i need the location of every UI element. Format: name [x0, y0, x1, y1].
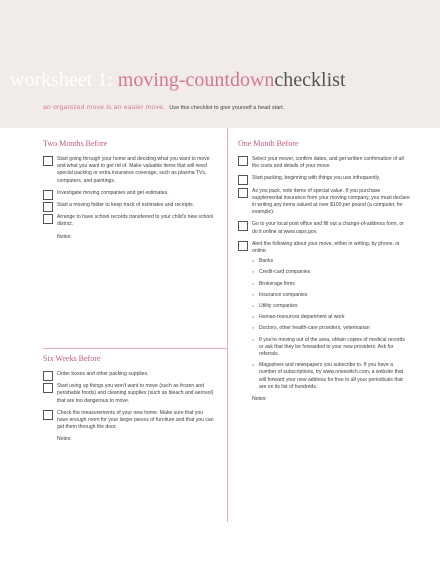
notes-label: Notes:	[57, 436, 72, 443]
list-item: ● If you're moving out of the area, obtain copies of medical records or ask that they be forwarded to your new providers. Ask for referrals.	[252, 337, 410, 359]
list-item: ● Brokerage firms	[252, 281, 410, 288]
title-tail: checklist	[274, 69, 346, 91]
section-six-weeks	[43, 354, 215, 442]
checkbox[interactable]	[238, 188, 248, 198]
checkbox[interactable]	[238, 156, 248, 166]
checkbox[interactable]	[43, 371, 53, 381]
item-text: Start using up things you won't want to move (such as frozen and perishable foods) and cleaning supplies (such as bleach and aerosol) that are too dangerous to move.	[57, 383, 214, 404]
list-item: ● Magazines and newspapers you subscribe to. If you have a number of subscriptions, try www.oneswitch.com, a website that will forward your new address for free to all your periodicals that are on its list of hundreds.	[252, 362, 410, 391]
checklist-item	[43, 190, 215, 197]
section-one-month	[238, 139, 410, 402]
checklist-item	[43, 371, 215, 378]
section-title: Two Months Before	[43, 139, 108, 148]
checklist-item	[238, 188, 410, 217]
checklist-item	[43, 383, 215, 405]
checkbox[interactable]	[43, 410, 53, 420]
checkbox[interactable]	[43, 156, 53, 166]
section-title: Six Weeks Before	[43, 354, 101, 363]
subtitle-text: Use this checklist to give yourself a head start.	[169, 105, 285, 111]
list-item: ● Insurance companies	[252, 292, 410, 299]
item-text: Start packing, beginning with things you use infrequently.	[252, 175, 381, 182]
page-title	[10, 68, 346, 92]
checklist-item	[238, 241, 410, 391]
checkbox[interactable]	[238, 221, 248, 231]
item-text: Go to your local post office and fill out a change-of-address form, or do it online at www.usps.gov.	[252, 221, 404, 235]
item-text: Check the measurements of your new home. Make sure that you have enough room for your larger pieces of furniture and that you can get them through the door.	[57, 409, 214, 431]
subtitle-tagline: an organized move is an easier move.	[43, 104, 166, 111]
item-text: Investigate moving companies and get estimates.	[57, 189, 169, 196]
checklist-item	[43, 410, 215, 432]
list-item: ● Utility companies	[252, 303, 410, 310]
notes-label: Notes:	[252, 396, 267, 403]
checklist-item	[238, 221, 410, 235]
checkbox[interactable]	[43, 202, 53, 212]
checkbox[interactable]	[43, 214, 53, 224]
item-text: Order boxes and other packing supplies.	[57, 371, 149, 377]
column-divider	[227, 128, 228, 522]
title-main: moving-countdown	[117, 69, 275, 91]
list-item: ● Human-resources department at work	[252, 314, 410, 321]
item-text: Start a moving folder to keep track of estimates and receipts.	[57, 202, 195, 209]
checkbox[interactable]	[238, 241, 248, 251]
checklist-item	[43, 156, 215, 185]
checklist-item	[238, 175, 410, 182]
item-text: As you pack, note items of special value. If you purchase supplemental insurance from your moving company, you must declare in writing any items valued at over $100 per pound (a computer, for example).	[252, 187, 410, 216]
item-text: Arrange to have school records transferred to your child's new school district.	[57, 214, 214, 228]
page-subtitle	[43, 104, 284, 111]
notes-label: Notes:	[57, 233, 72, 240]
checkbox[interactable]	[43, 190, 53, 200]
checkbox[interactable]	[43, 383, 53, 393]
checklist-item	[43, 202, 215, 209]
item-text: Start going through your home and deciding what you want to move and what you want to get rid of. Make valuable items that will need special packing or extra insurance coverage, such as plasma TVs, computers, and paintings.	[57, 156, 210, 184]
notify-list	[252, 258, 410, 391]
checklist-item	[238, 156, 410, 170]
section-title: One Month Before	[238, 139, 299, 148]
section-divider	[43, 348, 227, 349]
item-text: Alert the following about your move, either in writing, by phone, or online:	[252, 240, 400, 255]
list-item: ● Credit-card companies	[252, 269, 410, 276]
section-two-months	[43, 139, 215, 240]
checklist-item	[43, 214, 215, 228]
list-item: ● Doctors, other health-care providers, veterinarian	[252, 325, 410, 332]
title-lead: worksheet 1:	[10, 69, 113, 91]
checkbox[interactable]	[238, 175, 248, 185]
list-item: ● Banks	[252, 258, 410, 265]
item-text: Select your mover, confirm dates, and get written confirmation of all the costs and details of your move.	[252, 156, 404, 170]
